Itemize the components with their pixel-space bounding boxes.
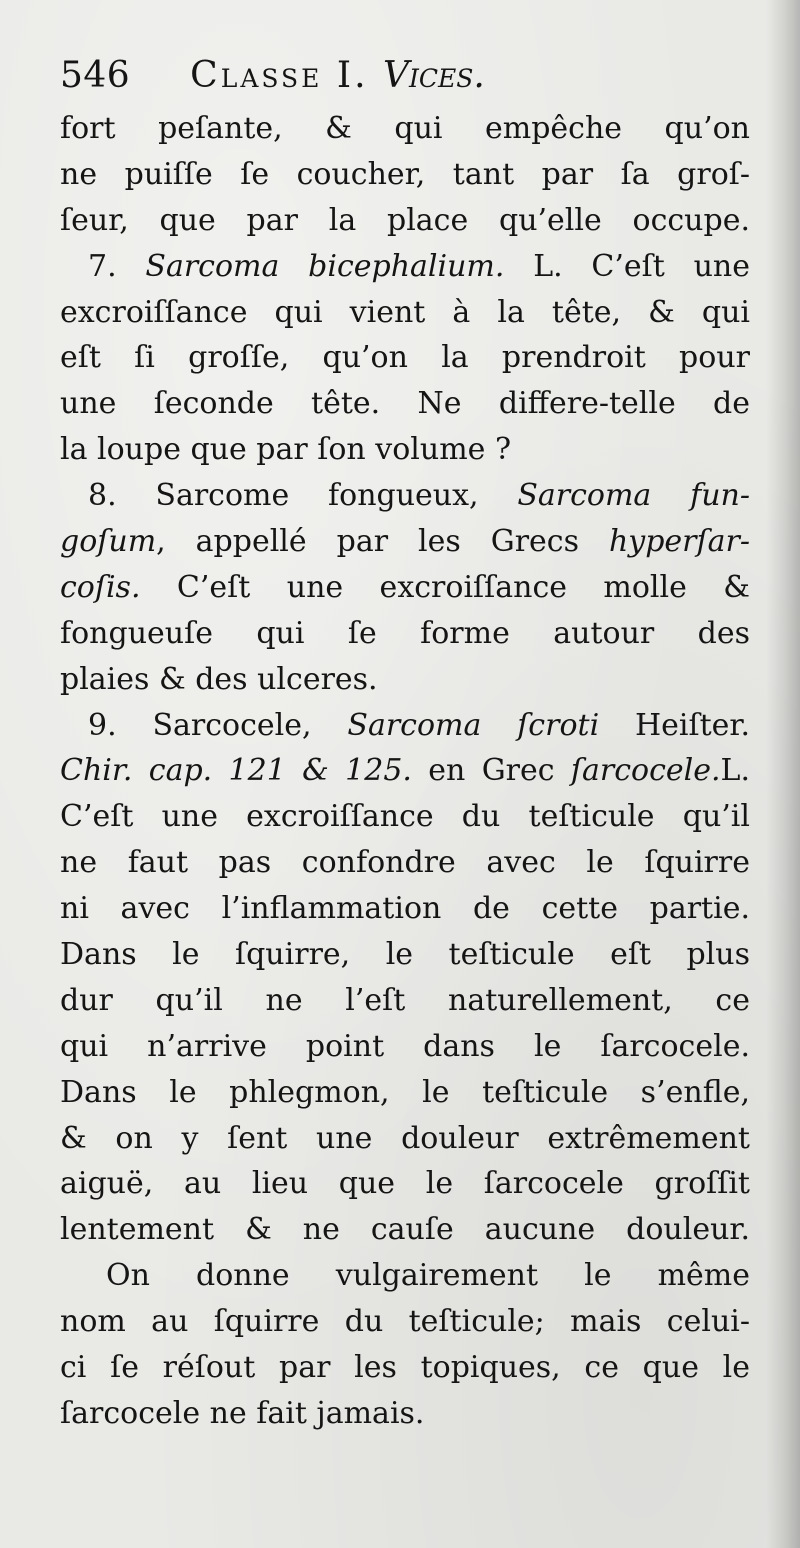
text-segment: L. C’eſt une — [504, 248, 750, 284]
text-segment: & on y ſent une douleur extrêmement — [60, 1120, 750, 1156]
text-segment: Sarcoma bicephalium. — [145, 248, 505, 284]
text-line — [60, 1299, 750, 1345]
text-segment: la loupe que par ſon volume ? — [60, 432, 512, 468]
body-text — [60, 106, 750, 1437]
page-text-block — [60, 50, 750, 1437]
text-segment: nom au ſquirre du teſticule; mais celui- — [60, 1304, 750, 1340]
page-edge-shadow — [766, 0, 800, 1548]
text-line — [60, 381, 750, 427]
text-segment: 9. Sarcocele, — [88, 707, 348, 743]
text-segment: ne faut pas confondre avec le ſquirre — [60, 845, 750, 881]
text-line — [60, 1161, 750, 1207]
text-line — [60, 1116, 750, 1162]
text-line — [60, 748, 750, 794]
text-segment: Dans le ſquirre, le teſticule eſt plus — [60, 937, 750, 973]
text-line — [60, 1391, 750, 1437]
text-segment: qui n’arrive point dans le ſarcocele. — [60, 1028, 750, 1064]
text-line — [60, 244, 750, 290]
text-segment: , appellé par les Grecs — [156, 524, 609, 560]
text-segment: C’eſt une excroiſſance molle & — [140, 569, 750, 605]
text-segment: fongueuſe qui ſe forme autour des — [60, 615, 750, 651]
text-segment: dur qu’il ne l’eſt naturellement, ce — [60, 982, 750, 1018]
text-segment: lentement & ne cauſe aucune douleur. — [60, 1212, 750, 1248]
text-segment: ni avec l’inflammation de cette partie. — [60, 891, 750, 927]
text-line — [60, 1345, 750, 1391]
page-number: 546 — [60, 55, 131, 96]
text-segment: Sarcoma fun- — [517, 478, 750, 514]
text-segment: coſis. — [60, 569, 141, 605]
text-line — [60, 427, 750, 473]
text-line — [60, 290, 750, 336]
text-line — [60, 840, 750, 886]
text-segment: On donne vulgairement le même — [106, 1258, 750, 1294]
text-line — [60, 1207, 750, 1253]
text-segment: goſum — [60, 524, 157, 560]
text-segment: L. — [720, 753, 751, 789]
text-segment: ne puiſſe ſe coucher, tant par ſa groſ- — [60, 156, 750, 192]
text-line — [60, 1070, 750, 1116]
text-line — [60, 794, 750, 840]
text-line — [60, 565, 750, 611]
text-line — [60, 152, 750, 198]
running-title-class: Classe I. — [190, 55, 369, 96]
text-segment: hyperſar- — [608, 524, 750, 560]
text-segment: ſarcocele ne fait jamais. — [60, 1395, 425, 1431]
text-segment: une ſeconde tête. Ne differe-telle de — [60, 386, 750, 422]
text-line — [60, 335, 750, 381]
text-segment: ſeur, que par la place qu’elle occupe. — [60, 202, 750, 238]
text-line — [60, 703, 750, 749]
text-segment: plaies & des ulceres. — [60, 661, 378, 697]
text-line — [60, 106, 750, 152]
text-line — [60, 611, 750, 657]
text-segment: Chir. cap. 121 & 125. — [60, 753, 412, 789]
text-segment: 8. Sarcome fongueux, — [88, 478, 518, 514]
running-title — [190, 50, 485, 102]
text-segment: Sarcoma ſcroti — [347, 707, 600, 743]
text-segment: ſarcocele. — [570, 753, 721, 789]
text-segment: fort peſante, & qui empêche qu’on — [60, 111, 750, 146]
text-segment: Heiſter. — [599, 707, 751, 743]
text-line — [60, 198, 750, 244]
text-line — [60, 1253, 750, 1299]
text-line — [60, 657, 750, 703]
text-segment: eſt ſi groſſe, qu’on la prendroit pour — [60, 340, 750, 376]
text-line — [60, 978, 750, 1024]
text-segment: ci ſe réſout par les topiques, ce que le — [60, 1350, 750, 1386]
text-line — [60, 519, 750, 565]
text-segment: excroiſſance qui vient à la tête, & qui — [60, 294, 750, 330]
running-title-vices: Vices. — [383, 55, 485, 96]
text-segment: 7. — [88, 248, 146, 284]
text-line — [60, 473, 750, 519]
text-segment: en Grec — [411, 753, 571, 789]
text-segment: Dans le phlegmon, le teſticule s’enfle, — [60, 1074, 750, 1110]
text-segment: aiguë, au lieu que le ſarcocele groſſit — [60, 1166, 750, 1202]
text-line — [60, 886, 750, 932]
text-line — [60, 1024, 750, 1070]
page-header — [60, 50, 750, 106]
text-segment: C’eſt une excroiſſance du teſticule qu’il — [60, 799, 750, 835]
text-line — [60, 932, 750, 978]
